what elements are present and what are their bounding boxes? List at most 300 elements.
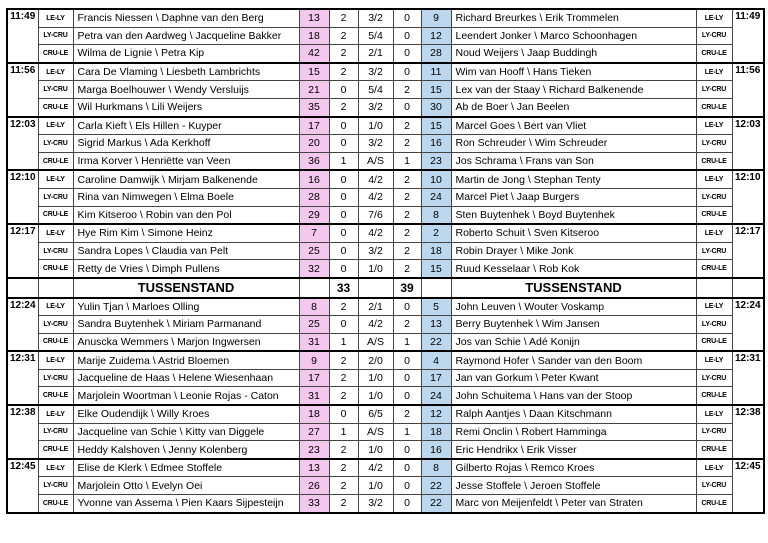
standings-time-right	[732, 278, 764, 298]
points-left: 2	[329, 495, 358, 513]
match-row	[7, 242, 764, 260]
points-left: 2	[329, 27, 358, 45]
score-right: 10	[421, 170, 451, 188]
match-row	[7, 27, 764, 45]
points-left: 2	[329, 459, 358, 477]
result-cell: 1/0	[358, 117, 393, 135]
pair-right: Ruud Kesselaar \ Rob Kok	[451, 260, 696, 278]
result-cell: 2/0	[358, 351, 393, 369]
match-row	[7, 405, 764, 423]
match-row	[7, 260, 764, 278]
category-right: LE-LY	[696, 170, 732, 188]
score-left: 32	[299, 260, 329, 278]
category-left: LE-LY	[38, 224, 73, 242]
category-left: LE-LY	[38, 63, 73, 81]
pair-right: Wim van Hooff \ Hans Tieken	[451, 63, 696, 81]
category-right: LY-CRU	[696, 316, 732, 334]
score-right: 9	[421, 9, 451, 27]
pair-right: Ralph Aantjes \ Daan Kitschmann	[451, 405, 696, 423]
time-cell-left: 12:10	[7, 170, 38, 224]
pair-left: Heddy Kalshoven \ Jenny Kolenberg	[73, 441, 299, 459]
match-row	[7, 495, 764, 513]
category-right: CRU-LE	[696, 441, 732, 459]
category-left: CRU-LE	[38, 98, 73, 116]
match-row	[7, 9, 764, 27]
result-cell: 3/2	[358, 9, 393, 27]
pair-right: Noud Weijers \ Jaap Buddingh	[451, 45, 696, 63]
category-right: LY-CRU	[696, 477, 732, 495]
points-left: 2	[329, 98, 358, 116]
category-left: CRU-LE	[38, 387, 73, 405]
points-left: 0	[329, 117, 358, 135]
pair-right: Marcel Goes \ Bert van Vliet	[451, 117, 696, 135]
pair-left: Elise de Klerk \ Edmee Stoffele	[73, 459, 299, 477]
pair-right: Robin Drayer \ Mike Jonk	[451, 242, 696, 260]
standings-cat-right	[696, 278, 732, 298]
score-table-body	[7, 9, 764, 513]
score-right: 18	[421, 242, 451, 260]
points-right: 0	[393, 9, 421, 27]
pair-right: Gilberto Rojas \ Remco Kroes	[451, 459, 696, 477]
time-cell-right: 12:31	[732, 351, 764, 405]
category-left: CRU-LE	[38, 45, 73, 63]
points-right: 2	[393, 135, 421, 153]
points-left: 0	[329, 135, 358, 153]
time-cell-right: 12:24	[732, 298, 764, 352]
result-cell: 1/0	[358, 441, 393, 459]
result-cell: 3/2	[358, 242, 393, 260]
match-row	[7, 170, 764, 188]
result-cell: 5/4	[358, 27, 393, 45]
time-cell-right: 11:49	[732, 9, 764, 63]
pair-right: Ron Schreuder \ Wim Schreuder	[451, 135, 696, 153]
result-cell: 7/6	[358, 206, 393, 224]
result-cell: A/S	[358, 152, 393, 170]
pair-right: Remi Onclin \ Robert Hamminga	[451, 423, 696, 441]
pair-left: Marga Boelhouwer \ Wendy Versluijs	[73, 81, 299, 99]
pair-right: Berry Buytenhek \ Wim Jansen	[451, 316, 696, 334]
category-left: LY-CRU	[38, 188, 73, 206]
points-left: 2	[329, 63, 358, 81]
score-right: 22	[421, 477, 451, 495]
score-left: 8	[299, 298, 329, 316]
score-left: 17	[299, 117, 329, 135]
pair-left: Anuscka Wemmers \ Marjon Ingwersen	[73, 333, 299, 351]
score-right: 8	[421, 459, 451, 477]
standings-result	[358, 278, 393, 298]
score-right: 30	[421, 98, 451, 116]
score-left: 18	[299, 405, 329, 423]
pair-left: Hye Rim Kim \ Simone Heinz	[73, 224, 299, 242]
points-right: 1	[393, 423, 421, 441]
points-left: 2	[329, 45, 358, 63]
time-cell-right: 11:56	[732, 63, 764, 117]
points-left: 0	[329, 405, 358, 423]
pair-left: Petra van den Aardweg \ Jacqueline Bakker	[73, 27, 299, 45]
standings-score-right	[421, 278, 451, 298]
pair-left: Francis Niessen \ Daphne van den Berg	[73, 9, 299, 27]
pair-right: Richard Breurkes \ Erik Trommelen	[451, 9, 696, 27]
category-right: CRU-LE	[696, 260, 732, 278]
category-right: LY-CRU	[696, 135, 732, 153]
pair-left: Elke Oudendijk \ Willy Kroes	[73, 405, 299, 423]
result-cell: A/S	[358, 423, 393, 441]
points-left: 0	[329, 224, 358, 242]
points-right: 0	[393, 369, 421, 387]
score-left: 31	[299, 387, 329, 405]
score-left: 20	[299, 135, 329, 153]
pair-right: Jan van Gorkum \ Peter Kwant	[451, 369, 696, 387]
match-row	[7, 81, 764, 99]
tussenstand-label-right: TUSSENSTAND	[451, 278, 696, 298]
category-left: LY-CRU	[38, 27, 73, 45]
score-right: 17	[421, 369, 451, 387]
pair-left: Cara De Vlaming \ Liesbeth Lambrichts	[73, 63, 299, 81]
points-right: 2	[393, 206, 421, 224]
pair-right: Sten Buytenhek \ Boyd Buytenhek	[451, 206, 696, 224]
time-cell-left: 12:31	[7, 351, 38, 405]
points-left: 2	[329, 441, 358, 459]
score-right: 16	[421, 441, 451, 459]
score-right: 15	[421, 117, 451, 135]
points-right: 2	[393, 117, 421, 135]
points-right: 2	[393, 242, 421, 260]
match-row	[7, 117, 764, 135]
score-left: 25	[299, 242, 329, 260]
category-left: LE-LY	[38, 117, 73, 135]
category-left: LE-LY	[38, 298, 73, 316]
points-left: 0	[329, 81, 358, 99]
score-right: 11	[421, 63, 451, 81]
match-row	[7, 206, 764, 224]
category-right: LY-CRU	[696, 188, 732, 206]
result-cell: 3/2	[358, 63, 393, 81]
time-cell-left: 12:38	[7, 405, 38, 459]
category-right: LE-LY	[696, 117, 732, 135]
match-row	[7, 316, 764, 334]
result-cell: 3/2	[358, 135, 393, 153]
category-right: LE-LY	[696, 298, 732, 316]
pair-right: Jesse Stoffele \ Jeroen Stoffele	[451, 477, 696, 495]
pair-left: Caroline Damwijk \ Mirjam Balkenende	[73, 170, 299, 188]
points-left: 0	[329, 316, 358, 334]
pair-left: Jacqueline de Haas \ Helene Wiesenhaan	[73, 369, 299, 387]
pair-left: Sandra Lopes \ Claudia van Pelt	[73, 242, 299, 260]
category-right: LY-CRU	[696, 369, 732, 387]
match-row	[7, 298, 764, 316]
points-right: 0	[393, 441, 421, 459]
category-left: CRU-LE	[38, 152, 73, 170]
standings-row	[7, 278, 764, 298]
category-left: LE-LY	[38, 170, 73, 188]
score-left: 16	[299, 170, 329, 188]
points-right: 0	[393, 459, 421, 477]
score-left: 25	[299, 316, 329, 334]
result-cell: A/S	[358, 333, 393, 351]
pair-left: Yvonne van Assema \ Pien Kaars Sijpesteijn	[73, 495, 299, 513]
category-right: CRU-LE	[696, 152, 732, 170]
score-left: 42	[299, 45, 329, 63]
points-right: 1	[393, 333, 421, 351]
match-row	[7, 441, 764, 459]
pair-left: Retty de Vries \ Dimph Pullens	[73, 260, 299, 278]
category-right: LE-LY	[696, 405, 732, 423]
score-right: 18	[421, 423, 451, 441]
pair-right: John Leuven \ Wouter Voskamp	[451, 298, 696, 316]
time-cell-right: 12:10	[732, 170, 764, 224]
pair-left: Jacqueline van Schie \ Kitty van Diggele	[73, 423, 299, 441]
time-cell-left: 12:45	[7, 459, 38, 513]
standings-time-left	[7, 278, 38, 298]
pair-left: Yulin Tjan \ Marloes Olling	[73, 298, 299, 316]
score-right: 23	[421, 152, 451, 170]
time-cell-right: 12:03	[732, 117, 764, 171]
score-right: 4	[421, 351, 451, 369]
score-right: 8	[421, 206, 451, 224]
match-row	[7, 135, 764, 153]
result-cell: 6/5	[358, 405, 393, 423]
category-right: LY-CRU	[696, 27, 732, 45]
score-left: 31	[299, 333, 329, 351]
score-right: 15	[421, 81, 451, 99]
points-right: 0	[393, 477, 421, 495]
result-cell: 2/1	[358, 298, 393, 316]
score-right: 22	[421, 495, 451, 513]
score-left: 21	[299, 81, 329, 99]
points-right: 2	[393, 170, 421, 188]
time-cell-left: 11:49	[7, 9, 38, 63]
pair-left: Kim Kitseroo \ Robin van den Pol	[73, 206, 299, 224]
points-left: 2	[329, 351, 358, 369]
pair-right: Raymond Hofer \ Sander van den Boom	[451, 351, 696, 369]
match-row	[7, 63, 764, 81]
score-right: 28	[421, 45, 451, 63]
score-right: 24	[421, 188, 451, 206]
score-right: 12	[421, 405, 451, 423]
points-left: 0	[329, 206, 358, 224]
match-row	[7, 351, 764, 369]
time-cell-left: 12:03	[7, 117, 38, 171]
points-left: 2	[329, 369, 358, 387]
result-cell: 3/2	[358, 98, 393, 116]
points-right: 0	[393, 495, 421, 513]
category-left: CRU-LE	[38, 260, 73, 278]
match-row	[7, 98, 764, 116]
category-left: LY-CRU	[38, 369, 73, 387]
time-cell-right: 12:45	[732, 459, 764, 513]
pair-right: Lex van der Staay \ Richard Balkenende	[451, 81, 696, 99]
pair-right: Martin de Jong \ Stephan Tenty	[451, 170, 696, 188]
points-left: 1	[329, 423, 358, 441]
points-left: 0	[329, 170, 358, 188]
points-right: 0	[393, 45, 421, 63]
points-right: 2	[393, 405, 421, 423]
score-left: 18	[299, 27, 329, 45]
pair-left: Irma Korver \ Henriëtte van Veen	[73, 152, 299, 170]
category-left: LY-CRU	[38, 316, 73, 334]
pair-right: Jos van Schie \ Adé Konijn	[451, 333, 696, 351]
score-right: 13	[421, 316, 451, 334]
points-right: 2	[393, 260, 421, 278]
category-right: CRU-LE	[696, 98, 732, 116]
result-cell: 4/2	[358, 188, 393, 206]
result-cell: 3/2	[358, 495, 393, 513]
points-left: 2	[329, 387, 358, 405]
result-cell: 4/2	[358, 459, 393, 477]
points-right: 2	[393, 224, 421, 242]
pair-right: Jos Schrama \ Frans van Son	[451, 152, 696, 170]
standings-total-left: 33	[329, 278, 358, 298]
category-right: LY-CRU	[696, 81, 732, 99]
category-right: LE-LY	[696, 459, 732, 477]
score-left: 35	[299, 98, 329, 116]
category-right: LE-LY	[696, 63, 732, 81]
result-cell: 5/4	[358, 81, 393, 99]
time-cell-right: 12:38	[732, 405, 764, 459]
time-cell-left: 12:24	[7, 298, 38, 352]
score-table	[6, 8, 765, 514]
category-left: LE-LY	[38, 405, 73, 423]
score-left: 36	[299, 152, 329, 170]
standings-total-right: 39	[393, 278, 421, 298]
points-left: 2	[329, 298, 358, 316]
score-left: 13	[299, 459, 329, 477]
score-left: 17	[299, 369, 329, 387]
time-cell-left: 12:17	[7, 224, 38, 278]
category-left: LY-CRU	[38, 81, 73, 99]
result-cell: 4/2	[358, 170, 393, 188]
score-left: 9	[299, 351, 329, 369]
points-right: 0	[393, 387, 421, 405]
category-right: LY-CRU	[696, 423, 732, 441]
pair-left: Carla Kieft \ Els Hillen - Kuyper	[73, 117, 299, 135]
category-left: LE-LY	[38, 9, 73, 27]
score-left: 28	[299, 188, 329, 206]
points-left: 1	[329, 333, 358, 351]
pair-right: Eric Hendrikx \ Erik Visser	[451, 441, 696, 459]
result-cell: 1/0	[358, 369, 393, 387]
score-left: 26	[299, 477, 329, 495]
score-right: 22	[421, 333, 451, 351]
category-right: LE-LY	[696, 351, 732, 369]
category-right: LE-LY	[696, 9, 732, 27]
match-row	[7, 188, 764, 206]
category-left: LY-CRU	[38, 242, 73, 260]
score-right: 24	[421, 387, 451, 405]
tussenstand-label-left: TUSSENSTAND	[73, 278, 299, 298]
category-left: LE-LY	[38, 351, 73, 369]
score-right: 5	[421, 298, 451, 316]
score-left: 7	[299, 224, 329, 242]
result-cell: 1/0	[358, 387, 393, 405]
score-right: 15	[421, 260, 451, 278]
result-cell: 4/2	[358, 224, 393, 242]
match-row	[7, 459, 764, 477]
time-cell-right: 12:17	[732, 224, 764, 278]
pair-left: Sandra Buytenhek \ Miriam Parmanand	[73, 316, 299, 334]
score-left: 13	[299, 9, 329, 27]
points-right: 2	[393, 316, 421, 334]
match-row	[7, 477, 764, 495]
points-right: 1	[393, 152, 421, 170]
points-left: 2	[329, 9, 358, 27]
category-left: CRU-LE	[38, 495, 73, 513]
category-right: CRU-LE	[696, 45, 732, 63]
category-left: LY-CRU	[38, 135, 73, 153]
category-right: LE-LY	[696, 224, 732, 242]
score-right: 12	[421, 27, 451, 45]
points-left: 2	[329, 477, 358, 495]
score-left: 29	[299, 206, 329, 224]
category-right: CRU-LE	[696, 495, 732, 513]
match-row	[7, 423, 764, 441]
standings-score-left	[299, 278, 329, 298]
pair-left: Sigrid Markus \ Ada Kerkhoff	[73, 135, 299, 153]
score-right: 2	[421, 224, 451, 242]
score-right: 16	[421, 135, 451, 153]
match-row	[7, 369, 764, 387]
match-row	[7, 224, 764, 242]
category-left: CRU-LE	[38, 206, 73, 224]
pair-right: Marcel Piet \ Jaap Burgers	[451, 188, 696, 206]
pair-right: Ab de Boer \ Jan Beelen	[451, 98, 696, 116]
points-left: 1	[329, 152, 358, 170]
category-left: CRU-LE	[38, 441, 73, 459]
result-cell: 1/0	[358, 477, 393, 495]
result-cell: 1/0	[358, 260, 393, 278]
points-right: 0	[393, 27, 421, 45]
result-cell: 2/1	[358, 45, 393, 63]
pair-right: John Schuitema \ Hans van der Stoop	[451, 387, 696, 405]
points-right: 0	[393, 98, 421, 116]
points-left: 0	[329, 188, 358, 206]
score-left: 27	[299, 423, 329, 441]
category-right: CRU-LE	[696, 387, 732, 405]
category-left: LE-LY	[38, 459, 73, 477]
category-left: LY-CRU	[38, 423, 73, 441]
points-left: 0	[329, 242, 358, 260]
standings-cat-left	[38, 278, 73, 298]
pair-right: Leendert Jonker \ Marco Schoonhagen	[451, 27, 696, 45]
points-right: 0	[393, 298, 421, 316]
pair-left: Rina van Nimwegen \ Elma Boele	[73, 188, 299, 206]
pair-right: Marc von Meijenfeldt \ Peter van Straten	[451, 495, 696, 513]
match-row	[7, 45, 764, 63]
points-right: 0	[393, 351, 421, 369]
score-left: 15	[299, 63, 329, 81]
match-row	[7, 152, 764, 170]
score-left: 33	[299, 495, 329, 513]
points-left: 0	[329, 260, 358, 278]
points-right: 2	[393, 81, 421, 99]
category-right: CRU-LE	[696, 206, 732, 224]
pair-right: Roberto Schuit \ Sven Kitseroo	[451, 224, 696, 242]
category-left: CRU-LE	[38, 333, 73, 351]
pair-left: Wil Hurkmans \ Lili Weijers	[73, 98, 299, 116]
match-row	[7, 333, 764, 351]
pair-left: Marjolein Woortman \ Leonie Rojas - Caton	[73, 387, 299, 405]
pair-left: Marjolein Otto \ Evelyn Oei	[73, 477, 299, 495]
points-right: 2	[393, 188, 421, 206]
category-right: CRU-LE	[696, 333, 732, 351]
result-cell: 4/2	[358, 316, 393, 334]
match-row	[7, 387, 764, 405]
category-right: LY-CRU	[696, 242, 732, 260]
pair-left: Marije Zuidema \ Astrid Bloemen	[73, 351, 299, 369]
time-cell-left: 11:56	[7, 63, 38, 117]
category-left: LY-CRU	[38, 477, 73, 495]
score-left: 23	[299, 441, 329, 459]
